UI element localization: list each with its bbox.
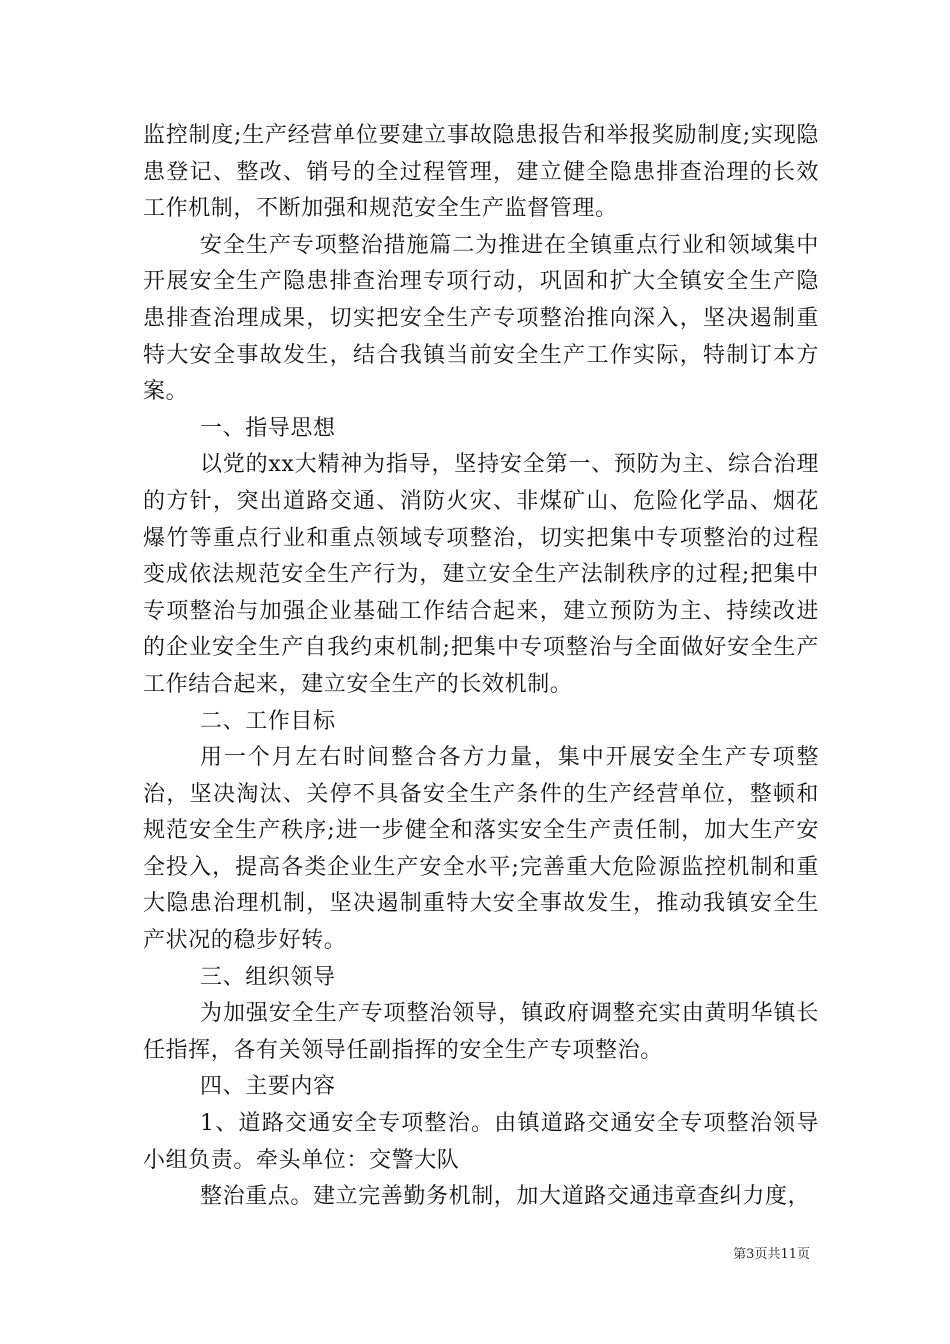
page-number-footer: 第3页共11页	[733, 1247, 810, 1262]
document-body	[143, 118, 819, 1216]
paragraph-road-traffic: 1、道路交通安全专项整治。由镇道路交通安全专项整治领导小组负责。牵头单位：交警大队	[143, 1111, 819, 1173]
paragraph-organization: 为加强安全生产专项整治领导，镇政府调整充实由黄明华镇长任指挥，各有关领导任副指挥的安全生产专项整治。	[143, 1001, 819, 1063]
section-heading-main-content: 四、主要内容	[200, 1074, 336, 1100]
section-heading-guiding-thought: 一、指导思想	[200, 415, 336, 441]
paragraph-intro: 安全生产专项整治措施篇二为推进在全镇重点行业和领域集中开展安全生产隐患排查治理专项行动，巩固和扩大全镇安全生产隐患排查治理成果，切实把安全生产专项整治推向深入，坚决遏制重特大安全事故发生，结合我镇当前安全生产工作实际，特制订本方案。	[143, 232, 819, 405]
paragraph-rectification-focus: 整治重点。建立完善勤务机制，加大道路交通违章查纠力度，	[200, 1184, 811, 1210]
paragraph-continuation: 监控制度;生产经营单位要建立事故隐患报告和举报奖励制度;实现隐患登记、整改、销号的全过程管理，建立健全隐患排查治理的长效工作机制，不断加强和规范安全生产监督管理。	[143, 123, 819, 222]
paragraph-guiding-thought: 以党的xx大精神为指导，坚持安全第一、预防为主、综合治理的方针，突出道路交通、消防火灾、非煤矿山、危险化学品、烟花爆竹等重点行业和重点领域专项整治，切实把集中专项整治的过程变成依法规范安全生产行为，建立安全生产法制秩序的过程;把集中专项整治与加强企业基础工作结合起来，建立预防为主、持续改进的企业安全生产自我约束机制;把集中专项整治与全面做好安全生产工作结合起来，建立安全生产的长效机制。	[143, 452, 819, 697]
section-heading-organization: 三、组织领导	[200, 964, 336, 990]
paragraph-work-goals: 用一个月左右时间整合各方力量，集中开展安全生产专项整治，坚决淘汰、关停不具备安全生产条件的生产经营单位，整顿和规范安全生产秩序;进一步健全和落实安全生产责任制，加大生产安全投入，提高各类企业生产安全水平;完善重大危险源监控机制和重大隐患治理机制，坚决遏制重特大安全事故发生，推动我镇安全生产状况的稳步好转。	[143, 745, 819, 954]
section-heading-work-goals: 二、工作目标	[200, 708, 336, 734]
